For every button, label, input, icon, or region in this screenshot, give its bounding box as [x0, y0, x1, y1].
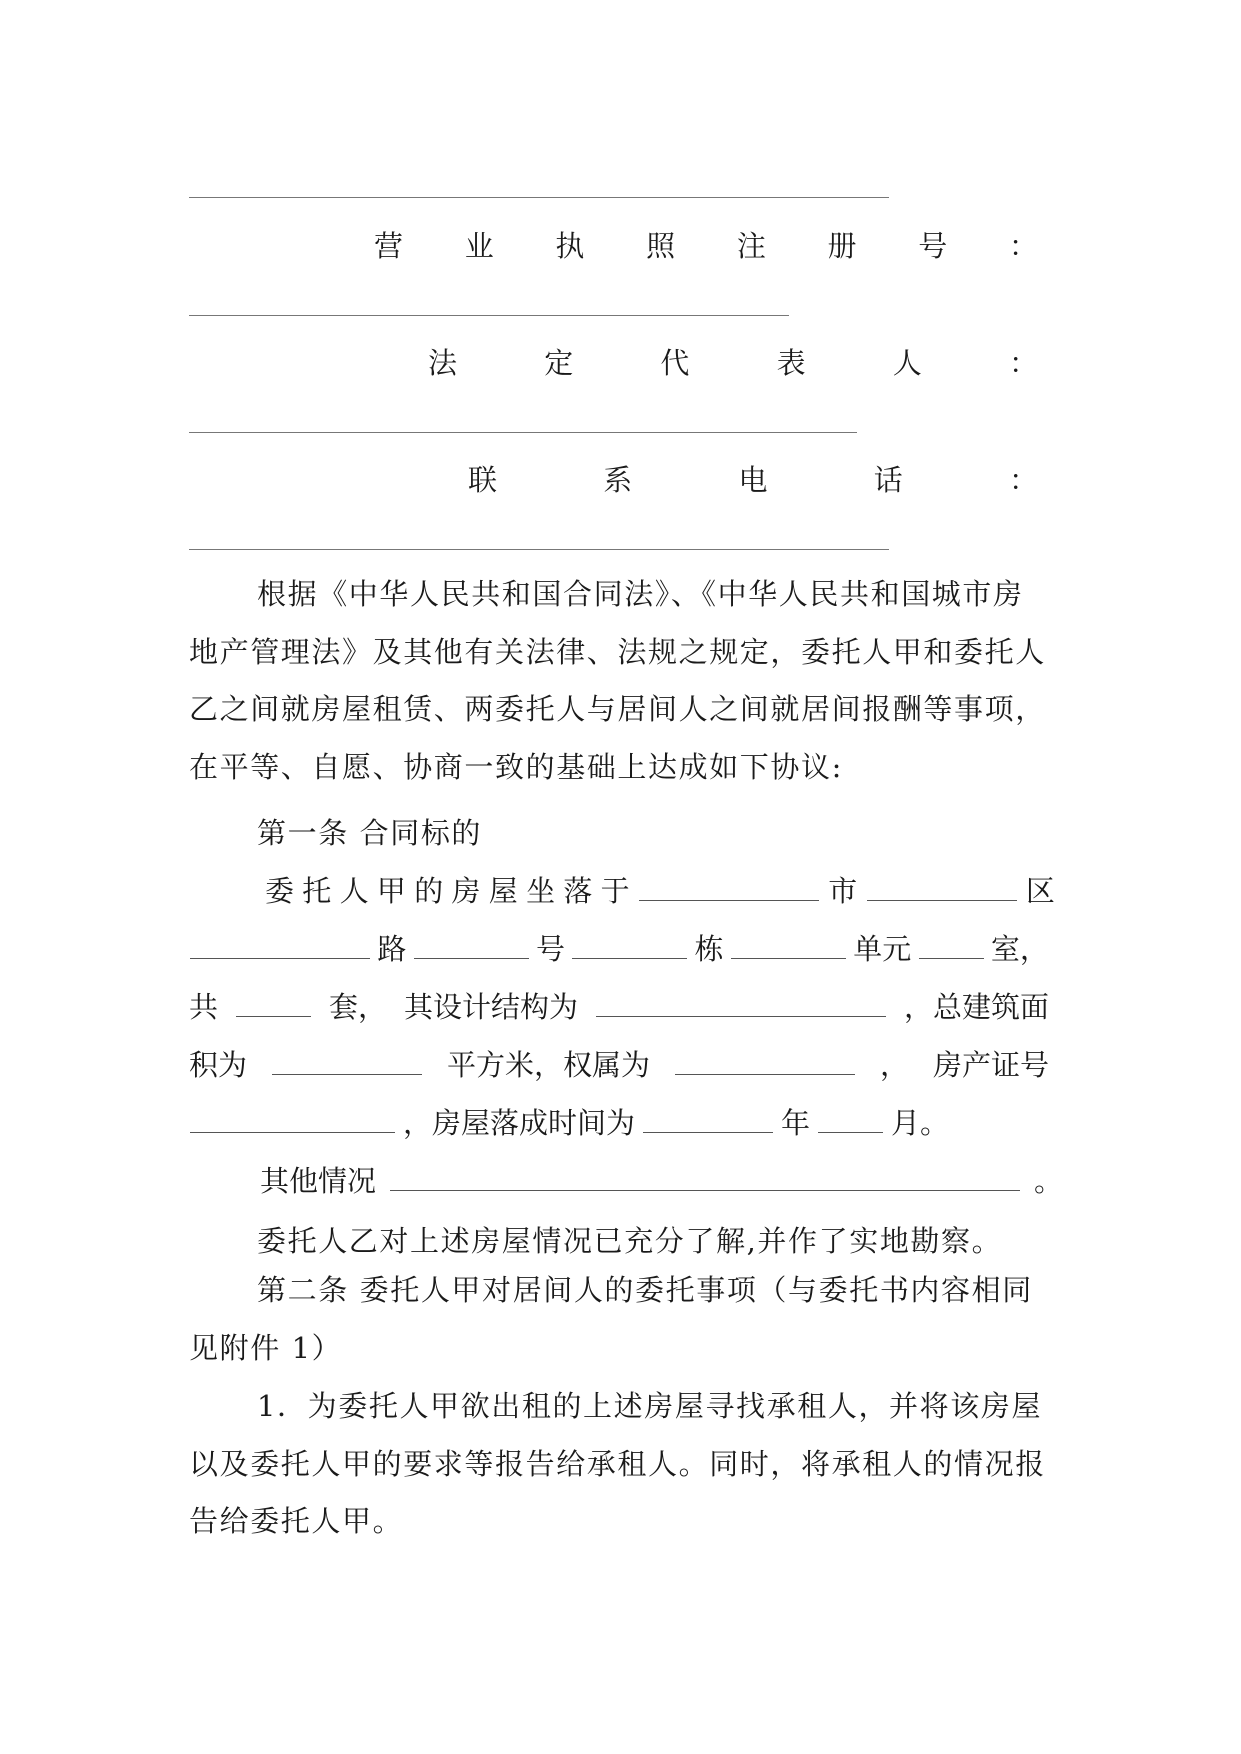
house-structure-line: 共 套， 其设计结构为 ，总建筑面 [189, 990, 1049, 1024]
house-built-line: ，房屋落成时间为 年 月。 [189, 1103, 949, 1143]
district-blank[interactable] [867, 872, 1017, 901]
year-blank[interactable] [643, 1104, 773, 1133]
design-structure-blank[interactable] [596, 988, 886, 1017]
building-blank[interactable] [572, 930, 687, 959]
road-blank[interactable] [190, 930, 370, 959]
room-blank[interactable] [919, 930, 984, 959]
license-number-label: 营 业 执 照 注 册 号 ： [374, 229, 1038, 263]
number-blank[interactable] [414, 930, 529, 959]
certificate-blank[interactable] [190, 1104, 395, 1133]
house-location-line: 委 托 人 甲 的 房 屋 坐 落 于 市 区 [265, 874, 1055, 908]
intro-paragraph: 根据《中华人民共和国合同法》、《中华人民共和国城市房地产管理法》及其他有关法律、法规之规定，委托人甲和委托人乙之间就房屋租赁、两委托人与居间人之间就居间报酬等事项，在平等、自愿、协商一致的基础上达成如下协议: [189, 577, 1046, 784]
blank-line [189, 315, 789, 316]
house-area-line: 积为 平方米，权属为 ， 房产证号 [189, 1048, 1049, 1082]
survey-statement: 委托人乙对上述房屋情况已充分了解,并作了实地勘察。 [257, 1224, 1003, 1258]
house-address-line: 路 号 栋 单元 室， [189, 929, 1049, 969]
city-blank[interactable] [639, 872, 819, 901]
blank-line [189, 432, 857, 433]
phone-label: 联 系 电 话 ： [468, 463, 1038, 497]
month-blank[interactable] [818, 1104, 883, 1133]
sets-blank[interactable] [236, 988, 311, 1017]
unit-blank[interactable] [731, 930, 846, 959]
ownership-blank[interactable] [675, 1046, 855, 1075]
article-1-title: 第一条 合同标的 [257, 816, 483, 850]
area-blank[interactable] [272, 1046, 422, 1075]
other-conditions-line: 其他情况 。 [260, 1164, 1063, 1198]
article-2-paragraph: 第二条 委托人甲对居间人的委托事项（与委托书内容相同见附件 1） [189, 1273, 1033, 1365]
blank-line [189, 197, 889, 198]
article-2-item-1: 1．为委托人甲欲出租的上述房屋寻找承租人，并将该房屋以及委托人甲的要求等报告给承租人。同时，将承租人的情况报告给委托人甲。 [189, 1389, 1046, 1539]
other-conditions-blank[interactable] [390, 1162, 1020, 1191]
blank-line [189, 549, 889, 550]
legal-representative-label: 法 定 代 表 人 ： [428, 346, 1038, 380]
